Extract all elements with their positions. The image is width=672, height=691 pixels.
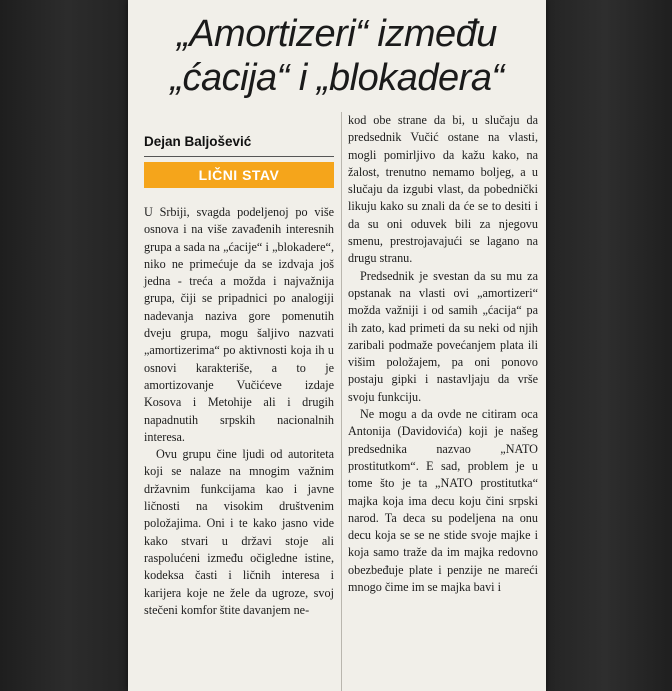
right-paragraph-2: Predsednik je svestan da su mu za opstanak na vlasti ovi „amortizeri“ možda važniji i od samih „ćacija“ pa ih zato, kad primeti da su neki od njih zaribali podmaže povećanjem plata ili višim položajem, pa oni ponovo postaju gipki i nastavljaju da vrše svoju funkciju. <box>348 268 538 404</box>
headline-line-1: „Amortizeri“ između <box>177 13 497 55</box>
left-column <box>144 204 334 619</box>
author-divider <box>144 156 334 157</box>
right-column <box>348 112 538 596</box>
section-badge: LIČNI STAV <box>144 162 334 188</box>
newspaper-page <box>128 0 546 691</box>
left-paragraph-1: U Srbiji, svagda podeljenoj po više osnova i na više zavađenih interesnih grupa a sada na „ćacije“ i „blokadere“, niko ne primećuje da se izdvaja još jedna - treća a možda i najvažnija grupa, čiji se pripadnici po analogiji nadevanja naziva gore pomenutih dveju grupa, mogu šaljivo nazvati „amortizerima“ po aktivnosti koja ih u osnovi karakteriše, a to je amortizovanje Vučićeve izdaje Kosova i Metohije ali i drugih napadnutih srpskih nacionalnih interesa. <box>144 205 334 444</box>
headline-line-2: „ćacija“ i „blokadera“ <box>170 57 504 99</box>
left-paragraph-2: Ovu grupu čine ljudi od autoriteta koji se nalaze na mnogim važnim državnim funkcijama kao i javne ličnosti na visokim društvenim položajima. Oni i te kako jasno vide kako stvari u državi stoje ali raspolućeni između očigledne istine, kodeksa časti i ličnih interesa i karijera koje ne žele da ugroze, svoj stečeni komfor štite davanjem ne- <box>144 447 334 617</box>
column-divider <box>341 112 342 691</box>
right-paragraph-3: Ne mogu a da ovde ne citiram oca Antonija (Davidovića) koji je našeg predsednika nazvao „NATO prostitutkom“. E sad, problem je u tome što je ta „NATO prostitutka“ majka koja ima decu koju čini srpski narod. Ta deca su podeljena na onu decu koja se se ne stide svoje majke i koja samo traže da im majka redovno obezbeđuje plate i penzije ne mareći mnogo čime im se majka bavi i <box>348 407 538 595</box>
right-paragraph-1: kod obe strane da bi, u slučaju da predsednik Vučić ostane na vlasti, mogli pomirljivo da kažu kako, na žalost, trenutno nemamo boljeg, a u slučaju da izgubi vlast, da pobednički likuju kako su znali da će se to desiti i da su oni oduvek bili za njegovu smenu, prestrojavajući se lagano na drugu stranu. <box>348 113 538 266</box>
article-headline <box>136 12 538 100</box>
author-name: Dejan Baljošević <box>144 134 252 149</box>
